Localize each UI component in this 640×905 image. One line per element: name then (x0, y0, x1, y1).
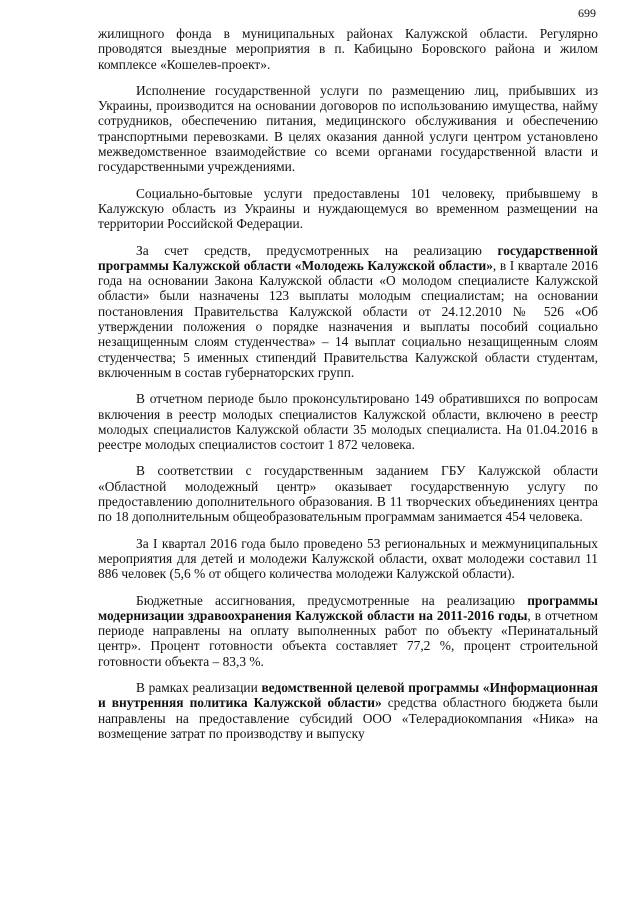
paragraph-text: , в I квартале 2016 года на основании Закона Калужской области «О молодом специалисте Калужской области» были назначены 123 выплаты молодым специалистам; на основании постановления Правительства Калужской области от 24.12.2010 № 526 «Об утверждении положения о порядке назначения и выплаты пособий социально незащищенным слоям студенчества» – 14 выплат социально незащищенным слоям студенчества; 5 именных стипендий Правительства Калужской области студентам, включенным в состав губернаторских групп. (98, 257, 598, 380)
paragraph-text: За счет средств, предусмотренных на реализацию (136, 242, 498, 258)
paragraph-text: В отчетном периоде было проконсультировано 149 обратившихся по вопросам включения в реестр молодых специалистов Калужской области, включено в реестр молодых специалистов Калужской области 35 молодых специалиста. На 01.04.2016 в реестре молодых специалистов состоит 1 872 человека. (98, 391, 598, 453)
paragraph-events (98, 536, 598, 582)
paragraph-housing-fund (98, 26, 598, 72)
program-name-information-policy: ведомственной целевой программы «Информационная и внутренняя политика Калужской области» (98, 679, 598, 711)
paragraph-text: , в отчетном периоде направлены на оплату выполненных работ по объекту «Перинатальный центр». Процент готовности объекта составляет 77,2 %, процент строительной готовности объекта – 83,3 %. (98, 607, 598, 669)
paragraph-youth-center (98, 463, 598, 524)
paragraph-text: В соответствии с государственным заданием ГБУ Калужской области «Областной молодежный центр» оказывает государственную услугу по предоставлению дополнительного образования. В 11 творческих объединениях центра по 18 дополнительным общеобразовательным программам занимается 454 человека. (98, 463, 598, 525)
paragraph-ukraine-placement (98, 83, 598, 175)
paragraph-consultations (98, 391, 598, 452)
page-number: 699 (578, 6, 596, 20)
paragraph-text: средства областного бюджета были направлены на предоставление субсидий ООО «Телерадиокомпания «Ника» на возмещение затрат по производству и выпуску (98, 695, 598, 741)
paragraph-information-policy (98, 680, 598, 741)
document-body (98, 26, 598, 752)
paragraph-youth-program (98, 243, 598, 381)
paragraph-social-services (98, 186, 598, 232)
paragraph-text: Бюджетные ассигнования, предусмотренные на реализацию (136, 592, 528, 608)
program-name-healthcare: программы модернизации здравоохранения Калужской области на 2011-2016 годы (98, 592, 598, 623)
paragraph-healthcare-modernization (98, 593, 598, 669)
paragraph-text: В рамках реализации (136, 679, 262, 695)
paragraph-text: Социально-бытовые услуги предоставлены 101 человеку, прибывшему в Калужскую область из Украины и нуждающемуся во временном размещении на территории Российской Федерации. (98, 185, 598, 232)
program-name-youth: государственной программы Калужской области «Молодежь Калужской области» (98, 242, 598, 273)
paragraph-text: Исполнение государственной услуги по размещению лиц, прибывших из Украины, производится на основании договоров по использованию имущества, найму сотрудников, обеспечению питания, медицинского обслуживания и обеспечению транспортными перевозками. В целях оказания данной услуги центром установлено межведомственное взаимодействие со всеми органами государственной власти и государственными учреждениями. (98, 82, 598, 175)
paragraph-text: За I квартал 2016 года было проведено 53 региональных и межмуниципальных мероприятия для детей и молодежи Калужской области, охват молодежи составил 11 886 человек (5,6 % от общего количества молодежи Калужской области). (98, 535, 598, 582)
paragraph-text: жилищного фонда в муниципальных районах Калужской области. Регулярно проводятся выездные мероприятия в п. Кабицыно Боровского района и жилом комплексе «Кошелев-проект». (98, 26, 598, 72)
